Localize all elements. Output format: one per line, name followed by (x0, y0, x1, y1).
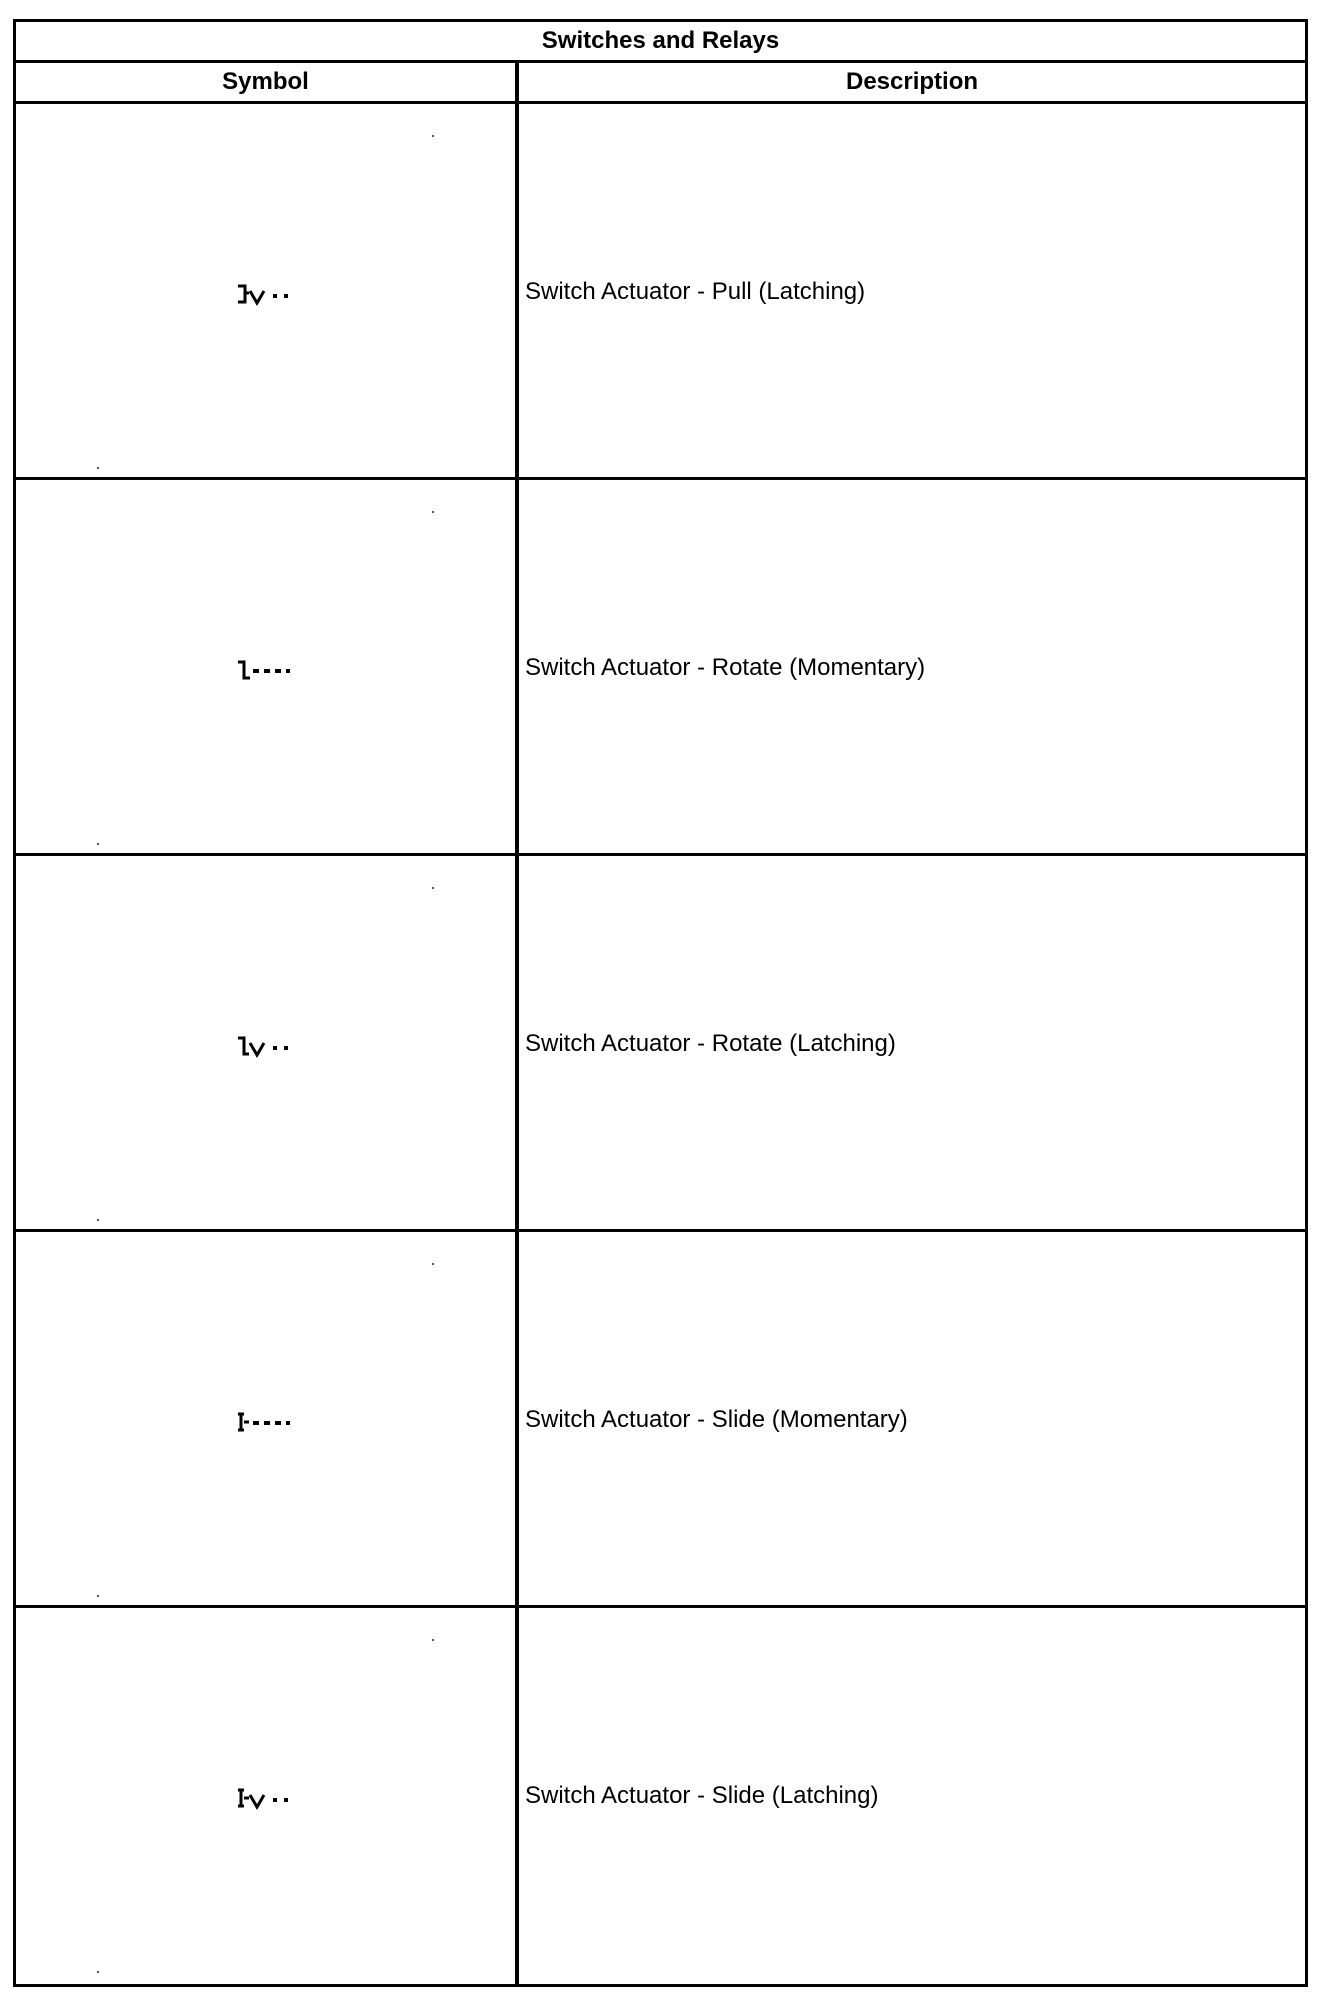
header-symbol: Symbol (16, 63, 519, 101)
description-text: Switch Actuator - Rotate (Momentary) (525, 654, 926, 681)
table-row (16, 856, 1305, 1232)
table-row (16, 1232, 1305, 1608)
description-text: Switch Actuator - Rotate (Latching) (525, 1030, 896, 1057)
description-text: Switch Actuator - Pull (Latching) (525, 278, 866, 305)
description-cell (519, 480, 1305, 853)
corner-dot (97, 1219, 99, 1221)
description-cell (519, 104, 1305, 477)
rotate-latching-actuator-icon (236, 1034, 306, 1060)
table-body (16, 104, 1305, 1986)
corner-dot (432, 511, 434, 513)
table-title: Switches and Relays (16, 22, 1305, 63)
table-row (16, 104, 1305, 480)
pull-latching-actuator-icon (236, 282, 306, 308)
corner-dot (97, 1595, 99, 1597)
header-description: Description (845, 68, 979, 95)
rotate-momentary-actuator-icon (236, 658, 306, 684)
header-row (16, 63, 1305, 104)
symbol-cell (16, 480, 519, 853)
symbol-cell (16, 856, 519, 1229)
corner-dot (432, 135, 434, 137)
slide-momentary-actuator-icon (236, 1410, 306, 1436)
table-row (16, 1608, 1305, 1986)
slide-latching-actuator-icon (236, 1786, 306, 1812)
symbols-table (13, 19, 1308, 1987)
description-cell (519, 1232, 1305, 1605)
corner-dot (97, 1971, 99, 1973)
description-cell (519, 1608, 1305, 1986)
corner-dot (432, 1263, 434, 1265)
corner-dot (97, 467, 99, 469)
corner-dot (432, 887, 434, 889)
description-text: Switch Actuator - Slide (Latching) (525, 1782, 879, 1809)
symbol-cell (16, 1232, 519, 1605)
symbol-cell (16, 1608, 519, 1986)
symbol-cell (16, 104, 519, 477)
table-row (16, 480, 1305, 856)
corner-dot (97, 843, 99, 845)
description-cell (519, 856, 1305, 1229)
description-text: Switch Actuator - Slide (Momentary) (525, 1406, 908, 1433)
corner-dot (432, 1639, 434, 1641)
